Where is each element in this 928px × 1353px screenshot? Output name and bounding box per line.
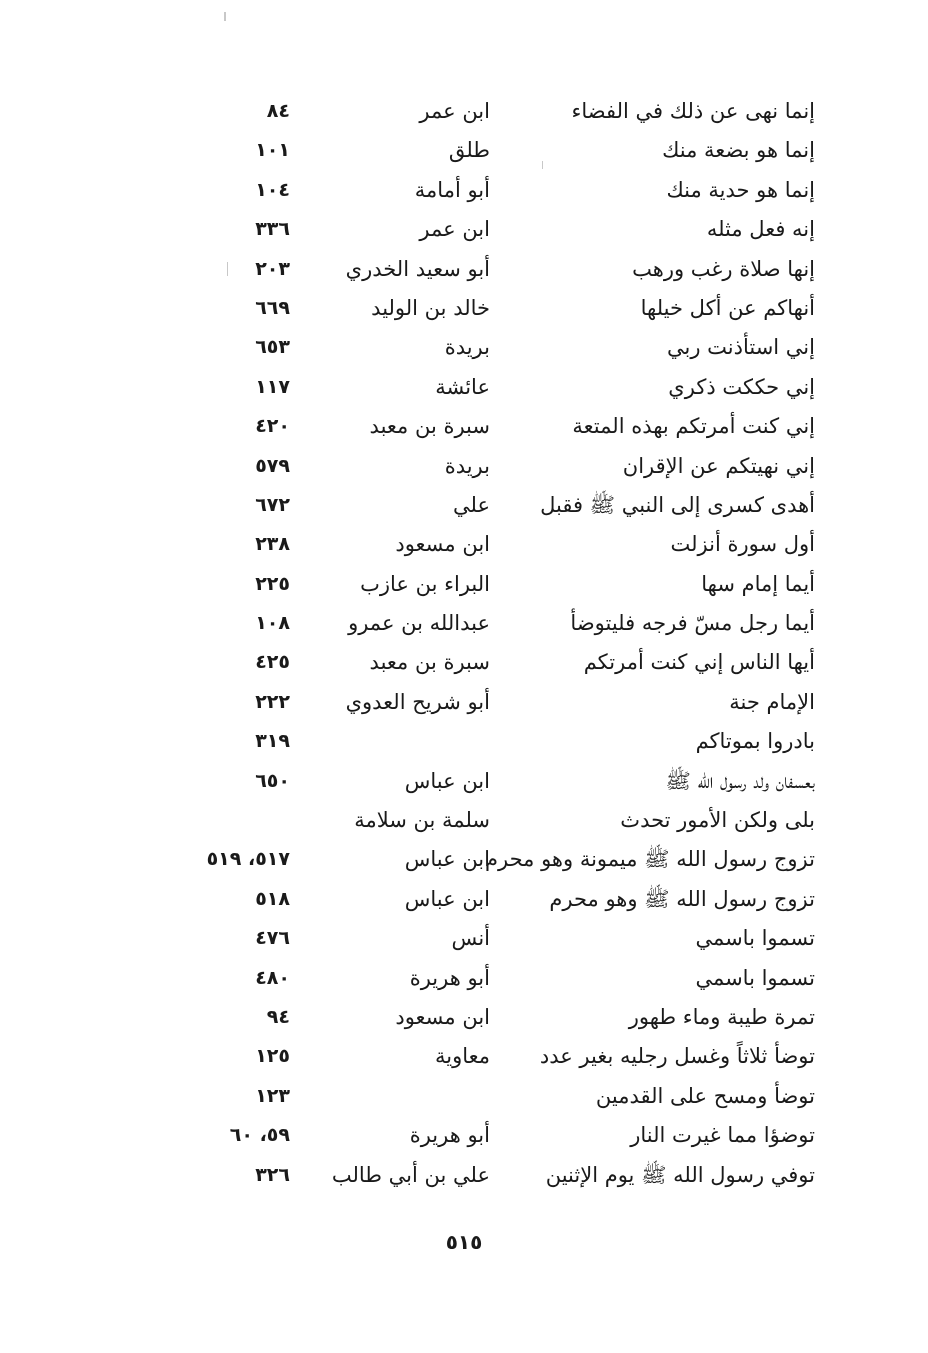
index-row — [150, 801, 815, 840]
hadith-index-table — [150, 92, 815, 1195]
page-reference: ١٠٨ — [255, 612, 290, 635]
hadith-text: أنهاكم عن أكل خيلها — [640, 295, 815, 320]
index-row — [150, 959, 815, 998]
page-reference: ١٠١ — [255, 139, 290, 162]
narrator-name: أبو أمامة — [414, 177, 490, 202]
hadith-text: إنما نهى عن ذلك في الفضاء — [571, 99, 815, 123]
hadith-text: أيما رجل مسّ فرجه فليتوضأ — [570, 611, 815, 636]
page-reference: ٥١٨ — [255, 887, 290, 910]
page-reference: ٥٧٩ — [255, 454, 290, 477]
hadith-text: تمرة طيبة وماء طهور — [628, 1004, 815, 1029]
index-row — [150, 171, 815, 210]
page-reference: ٣١٩ — [255, 730, 290, 753]
index-row — [150, 92, 815, 131]
page-reference: ٦٧٢ — [255, 493, 290, 516]
page-reference: ٢٢٢ — [255, 690, 290, 713]
hadith-text: أهدى كسرى إلى النبي ﷺ فقبل — [540, 492, 815, 517]
hadith-text: تسموا باسمي — [695, 926, 815, 951]
page-reference: ٦٥٣ — [255, 336, 290, 359]
narrator-name: خالد بن الوليد — [371, 295, 490, 320]
hadith-text: أيما إمام سها — [701, 571, 815, 596]
page-reference: ٤٧٦ — [255, 927, 290, 950]
narrator-name: ابن عباس — [404, 886, 490, 911]
hadith-text: أول سورة أنزلت — [670, 532, 815, 557]
index-row — [150, 683, 815, 722]
page-reference: ٤٢٠ — [255, 415, 290, 438]
page-reference: ١٢٣ — [255, 1084, 290, 1107]
narrator-name: معاوية — [434, 1044, 490, 1069]
page-reference: ٥١٧، ٥١٩ — [206, 848, 290, 871]
narrator-name: بريدة — [444, 335, 490, 360]
page-reference: ٦٥٠ — [255, 769, 290, 792]
hadith-text: إنما هو حدية منك — [666, 177, 815, 202]
index-row — [150, 131, 815, 170]
page-reference: ٨٤ — [266, 100, 290, 122]
index-row — [150, 643, 815, 682]
narrator-name: أبو هريرة — [409, 965, 490, 990]
narrator-name: سلمة بن سلامة — [354, 808, 490, 833]
index-row — [150, 1037, 815, 1076]
hadith-text: تزوج رسول الله ﷺ ميمونة وهو محرم — [485, 847, 815, 872]
hadith-text: إنها صلاة رغب ورهب — [632, 256, 815, 281]
hadith-text: توفي رسول الله ﷺ يوم الإثنين — [545, 1162, 815, 1187]
hadith-text: إنما هو بضعة منك — [662, 138, 815, 163]
narrator-name: سبرة بن معبد — [369, 650, 490, 675]
index-row — [150, 250, 815, 289]
narrator-name: ابن مسعود — [395, 532, 490, 557]
narrator-name: أبو هريرة — [409, 1123, 490, 1148]
page-reference: ١١٧ — [255, 375, 290, 398]
index-row — [150, 486, 815, 525]
index-row — [150, 407, 815, 446]
hadith-text: إني كنت أمرتكم بهذه المتعة — [572, 414, 815, 439]
hadith-text: بعسفان ولد رسول الله ﷺ — [665, 768, 815, 793]
page-reference: ٥٩، ٦٠ — [229, 1124, 290, 1147]
hadith-text: بلى ولكن الأمور تحدث — [620, 808, 815, 833]
narrator-name: عبدالله بن عمرو — [348, 611, 490, 636]
index-row — [150, 289, 815, 328]
index-row — [150, 565, 815, 604]
hadith-text: بادروا بموتاكم — [695, 729, 815, 754]
hadith-text: أيها الناس إني كنت أمرتكم — [583, 650, 815, 675]
index-row — [150, 998, 815, 1037]
page-reference: ٩٤ — [266, 1005, 290, 1028]
index-row — [150, 525, 815, 564]
narrator-name: سبرة بن معبد — [369, 414, 490, 439]
index-row — [150, 840, 815, 879]
page-reference: ٤٨٠ — [255, 966, 290, 989]
narrator-name: ابن عمر — [419, 217, 490, 242]
narrator-name: عائشة — [435, 374, 490, 399]
index-row — [150, 210, 815, 249]
hadith-text: إني استأذنت ربي — [666, 335, 815, 360]
hadith-text: الإمام جنة — [729, 689, 815, 714]
index-row — [150, 762, 815, 801]
index-row — [150, 1077, 815, 1116]
scan-mark — [224, 12, 226, 21]
hadith-text: إنه فعل مثله — [706, 217, 815, 242]
index-row — [150, 880, 815, 919]
narrator-name: أبو سعيد الخدري — [345, 256, 490, 281]
page-reference: ٦٦٩ — [255, 296, 290, 319]
narrator-name: ابن عباس — [404, 847, 490, 872]
narrator-name: بريدة — [444, 453, 490, 478]
index-row — [150, 919, 815, 958]
index-row — [150, 604, 815, 643]
page-reference: ١٠٤ — [255, 178, 290, 201]
hadith-text: توضأ ومسح على القدمين — [595, 1083, 815, 1108]
page-reference: ١٢٥ — [255, 1045, 290, 1068]
page-reference: ٣٢٦ — [255, 1163, 290, 1186]
hadith-text: إني نهيتكم عن الإقران — [622, 453, 815, 478]
index-row — [150, 1116, 815, 1155]
page-reference: ٢٠٣ — [255, 257, 290, 280]
narrator-name: ابن مسعود — [395, 1004, 490, 1029]
narrator-name: أبو شريح العدوي — [345, 689, 490, 714]
narrator-name: ابن عباس — [404, 768, 490, 793]
page-reference: ٢٣٨ — [255, 533, 290, 556]
narrator-name: علي بن أبي طالب — [331, 1162, 490, 1187]
page-reference: ٢٢٥ — [255, 572, 290, 595]
index-row — [150, 1156, 815, 1195]
page-reference: ٤٢٥ — [255, 651, 290, 674]
page-number: ٥١٥ — [445, 1230, 483, 1254]
index-row — [150, 447, 815, 486]
hadith-text: إني حككت ذكري — [668, 374, 815, 399]
narrator-name: علي — [453, 492, 490, 517]
narrator-name: ابن عمر — [419, 99, 490, 123]
narrator-name: البراء بن عازب — [360, 571, 490, 596]
hadith-text: تسموا باسمي — [695, 965, 815, 990]
index-row — [150, 328, 815, 367]
index-row — [150, 368, 815, 407]
narrator-name: طلق — [448, 138, 490, 163]
hadith-text: توضأ ثلاثاً وغسل رجليه بغير عدد — [539, 1044, 815, 1069]
hadith-text: تزوج رسول الله ﷺ وهو محرم — [549, 886, 815, 911]
page-reference: ٣٣٦ — [255, 218, 290, 241]
index-row — [150, 722, 815, 761]
narrator-name: أنس — [451, 926, 490, 951]
hadith-text: توضؤا مما غيرت النار — [630, 1123, 815, 1148]
